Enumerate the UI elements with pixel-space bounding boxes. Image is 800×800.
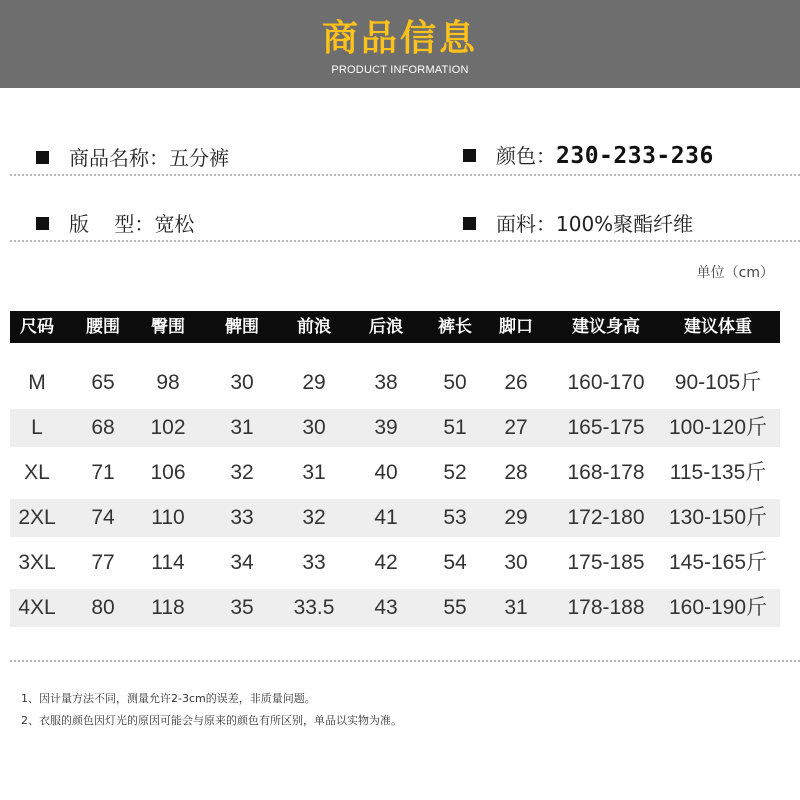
cell-size: M (28, 371, 46, 394)
column-header-weight: 建议体重 (684, 317, 752, 337)
cell-hip: 102 (150, 416, 186, 439)
material-value: 100%聚酯纤维 (556, 212, 694, 236)
header-banner (0, 0, 800, 88)
cell-height: 178-188 (567, 596, 645, 619)
cell-weight: 115-135斤 (669, 461, 767, 484)
cell-height: 175-185 (567, 551, 645, 574)
cell-weight: 90-105斤 (674, 371, 762, 394)
info-fit (36, 208, 194, 237)
cell-weight: 130-150斤 (668, 506, 768, 529)
cell-size: L (31, 416, 43, 439)
table-row (10, 589, 780, 627)
material-label: 面料： (496, 212, 556, 236)
cell-leg-opening: 28 (504, 461, 528, 484)
cell-back-rise: 38 (374, 371, 398, 394)
cell-back-rise: 40 (374, 461, 398, 484)
info-color (463, 140, 714, 169)
cell-length: 50 (443, 371, 467, 394)
cell-leg-opening: 31 (504, 596, 528, 619)
cell-thigh: 35 (230, 596, 254, 619)
cell-front-rise: 30 (302, 416, 326, 439)
bullet-square-icon (463, 149, 476, 162)
cell-front-rise: 31 (302, 461, 326, 484)
cell-weight: 145-165斤 (668, 551, 768, 574)
cell-leg-opening: 27 (504, 416, 528, 439)
cell-waist: 80 (91, 596, 115, 619)
product-name-label: 商品名称： (69, 146, 169, 170)
cell-height: 168-178 (567, 461, 645, 484)
column-header-thigh: 髀围 (225, 317, 259, 337)
info-material (463, 208, 693, 237)
column-header-height: 建议身高 (572, 317, 640, 337)
cell-size: 4XL (18, 596, 56, 619)
cell-size: 2XL (18, 506, 56, 529)
cell-length: 51 (443, 416, 467, 439)
product-name-value: 五分裤 (169, 146, 229, 170)
cell-front-rise: 33.5 (293, 596, 335, 619)
bullet-square-icon (36, 151, 49, 164)
table-row (10, 454, 780, 492)
cell-length: 52 (443, 461, 467, 484)
cell-size: XL (24, 461, 50, 484)
fit-value: 宽松 (154, 212, 195, 236)
column-header-leg-opening: 脚口 (499, 317, 533, 337)
note-line: 1、因计量方法不同，测量允许2-3cm的误差，非质量问题。 (21, 692, 316, 705)
color-value: 230-233-236 (556, 143, 714, 169)
cell-front-rise: 29 (302, 371, 326, 394)
cell-length: 55 (443, 596, 467, 619)
column-header-length: 裤长 (438, 317, 472, 337)
cell-leg-opening: 26 (504, 371, 528, 394)
page-title: 商品信息 (321, 18, 478, 59)
cell-back-rise: 39 (374, 416, 398, 439)
cell-waist: 74 (91, 506, 115, 529)
unit-label: 单位（cm） (696, 265, 774, 281)
cell-hip: 118 (151, 596, 185, 619)
bullet-square-icon (36, 217, 49, 230)
table-row (10, 499, 780, 537)
cell-hip: 114 (151, 551, 185, 574)
cell-back-rise: 42 (374, 551, 398, 574)
color-label: 颜色： (496, 144, 556, 168)
dotted-divider (10, 660, 800, 662)
note-line: 2、衣服的颜色因灯光的原因可能会与原来的颜色有所区别，单品以实物为准。 (21, 714, 402, 727)
cell-front-rise: 32 (302, 506, 326, 529)
cell-thigh: 30 (230, 371, 254, 394)
cell-height: 165-175 (567, 416, 645, 439)
notes (21, 688, 402, 732)
size-table-header (10, 311, 780, 343)
cell-waist: 65 (91, 371, 115, 394)
column-header-hip: 臀围 (151, 317, 185, 337)
cell-height: 172-180 (567, 506, 645, 529)
cell-thigh: 31 (230, 416, 254, 439)
column-header-front-rise: 前浪 (297, 317, 331, 337)
info-product-name (36, 142, 229, 171)
cell-length: 54 (443, 551, 467, 574)
cell-thigh: 34 (230, 551, 254, 574)
column-header-waist: 腰围 (86, 317, 120, 337)
column-header-back-rise: 后浪 (369, 317, 403, 337)
cell-length: 53 (443, 506, 467, 529)
cell-leg-opening: 29 (504, 506, 528, 529)
table-row (10, 409, 780, 447)
page-subtitle: PRODUCT INFORMATION (331, 64, 469, 76)
cell-thigh: 32 (230, 461, 254, 484)
cell-back-rise: 43 (374, 596, 398, 619)
cell-leg-opening: 30 (504, 551, 528, 574)
cell-waist: 77 (91, 551, 115, 574)
cell-weight: 100-120斤 (668, 416, 768, 439)
column-header-size: 尺码 (20, 317, 54, 337)
dotted-divider (10, 174, 800, 176)
cell-hip: 106 (150, 461, 186, 484)
cell-height: 160-170 (567, 371, 645, 394)
cell-hip: 110 (151, 506, 185, 529)
cell-back-rise: 41 (374, 506, 398, 529)
cell-size: 3XL (18, 551, 56, 574)
cell-front-rise: 33 (302, 551, 326, 574)
dotted-divider (10, 240, 800, 242)
bullet-square-icon (463, 217, 476, 230)
cell-waist: 68 (91, 416, 115, 439)
table-row (10, 364, 780, 402)
table-row (10, 544, 780, 582)
fit-label: 版 型： (69, 212, 155, 236)
cell-thigh: 33 (230, 506, 254, 529)
cell-weight: 160-190斤 (668, 596, 768, 619)
cell-waist: 71 (91, 461, 115, 484)
cell-hip: 98 (156, 371, 180, 394)
